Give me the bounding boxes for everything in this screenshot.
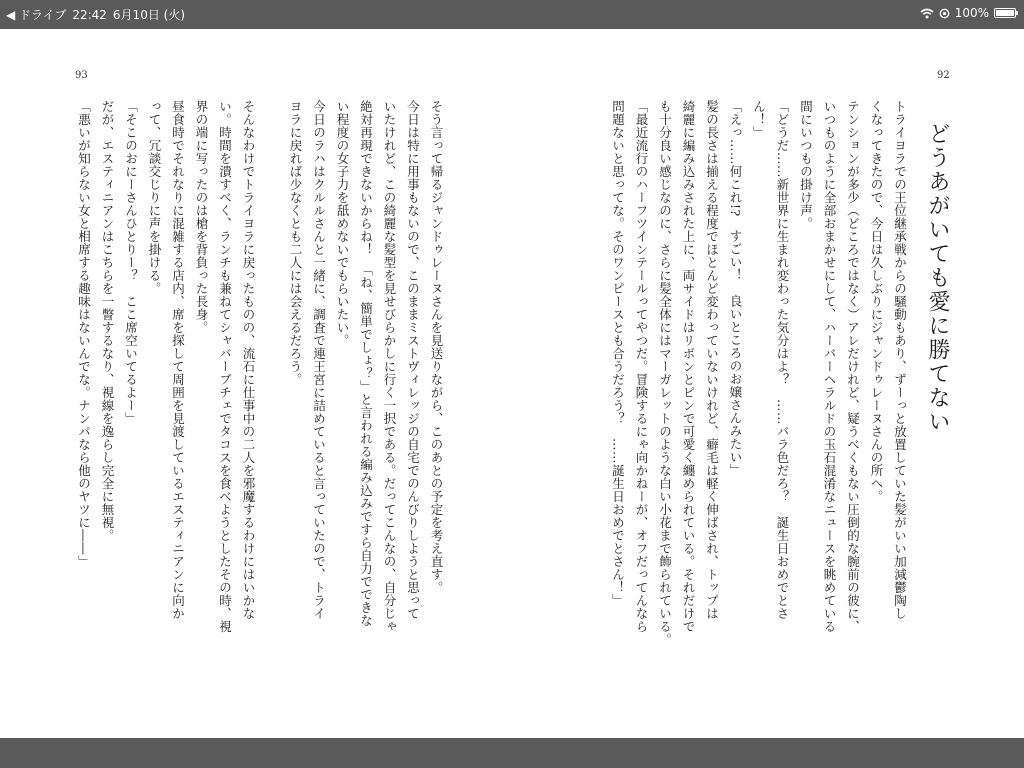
text-line: そんなわけでトライヨラに戻ったものの、流石に仕事中の二人を邪魔するわけにはいかな <box>241 100 256 620</box>
chapter-title: どうあがいても愛に勝てない <box>925 122 950 434</box>
text-line: 髪の長さは揃える程度でほとんど変わっていないけれど、癖毛は軽く伸ばされ、トップは <box>704 100 720 620</box>
text-line: いたけれど、この綺麗な髪型を見せびらかしに行く一択である。だってこんなの、自分じゃ <box>382 100 397 633</box>
text-line: 問題ないと思ってな。そのワンピースとも合うだろう？ ……誕生日おめでとさん！」 <box>610 100 626 607</box>
text-line: い。時間を潰すべく、ランチも兼ねてシャバーブチェでタコスを食べようとしたその時、視 <box>217 100 233 633</box>
left-page-body <box>72 100 444 660</box>
text-line: 「悪いが知らない女と相席する趣味はないんでな。ナンパなら他のヤツに――」 <box>76 100 92 568</box>
back-to-drive-button[interactable]: ◀ ドライブ <box>6 8 67 22</box>
text-line: ん！」 <box>751 100 767 139</box>
text-line: そう言って帰るジャンドゥレーヌさんを見送りながら、このあとの予定を考え直す。 <box>429 100 444 594</box>
text-line: って、冗談交じりに声を掛ける。 <box>147 100 162 295</box>
text-line: テンションが多少（どころではなく）アレだけれど、疑うべくもない圧倒的な腕前の彼に、 <box>845 100 861 633</box>
text-line <box>260 100 284 660</box>
right-page-body <box>606 100 912 660</box>
text-line: も十分良い感じなのに、さらに髪全体にはマーガレットのような白い小花まで飾られている。 <box>657 100 673 646</box>
battery-icon <box>994 8 1016 18</box>
text-line: 界の端に写ったのは槍を背負った長身。 <box>194 100 209 334</box>
text-line: 「そこのおにーさんひとりー？ ここ席空いてるよー」 <box>123 100 139 425</box>
wifi-icon <box>920 8 934 19</box>
text-line: ヨラに戻れば少なくとも二人には会えるだろう。 <box>288 100 303 386</box>
text-line: 間にいつもの掛け声。 <box>798 100 814 230</box>
text-line: 昼食時でそれなりに混雑する店内、席を探して周囲を見渡しているエスティニアンに向か <box>170 100 186 620</box>
text-line: 綺麗に編み込みされた上に、両サイドはリボンとピンで可愛く纏められている。それだけで <box>681 100 696 633</box>
status-date: 6月10日 (火) <box>112 8 186 22</box>
orientation-lock-icon <box>939 8 950 19</box>
text-line: トライヨラでの王位継承戦からの騒動もあり、ずーっと放置していた髪がいい加減鬱陶し <box>892 100 908 620</box>
status-time: 22:42 <box>72 7 107 22</box>
right-page-text <box>606 100 912 660</box>
text-line: いつものように全部おまかせにして、ハーバーヘラルドの玉石混淆なニュースを眺めている <box>822 100 837 633</box>
battery-fill <box>996 10 1014 16</box>
text-line: 「どうだ……新世界に生まれ変わった気分はよ？ ……バラ色だろ？ 誕生日おめでとさ <box>775 100 790 620</box>
text-line: 今日のラハはクルルさんと一緒に、調査で連王宮に詰めていると言っていたので、トライ <box>311 100 327 620</box>
status-bar <box>0 0 1024 29</box>
bottom-bar <box>0 738 1024 768</box>
left-page-text <box>72 100 448 660</box>
text-line: 「えっ……何これ!? すごい！ 良いところのお嬢さんみたい」 <box>728 100 743 477</box>
text-line: 絶対再現できないからね！ 「ね、簡単でしょ？」と言われる編み込みですら自力でできな <box>358 100 374 627</box>
text-line: くなってきたので、今日は久しぶりにジャンドゥレーヌさんの所へ。 <box>869 100 884 503</box>
text-line: い程度の女子力を舐めないでもらいたい。 <box>335 100 350 347</box>
text-line: 「最近流行のハーフツインテールってやつだ。冒険するにゃ向かねーが、オフだってんなら <box>634 100 649 633</box>
left-page-number: 93 <box>75 70 88 81</box>
battery-percent: 100% <box>954 6 989 20</box>
text-line: 今日は特に用事もないので、このままミストヴィレッジの自宅でのんびりしようと思って <box>405 100 421 620</box>
right-page-number: 92 <box>937 70 950 81</box>
text-line: だが、エスティニアンはこちらを一瞥するなり、視線を逸らし完全に無視。 <box>100 100 115 542</box>
